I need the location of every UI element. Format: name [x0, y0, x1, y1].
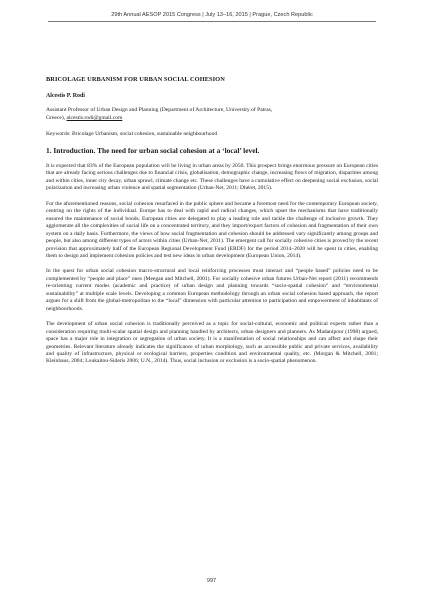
paper-title: BRICOLAGE URBANISM FOR URBAN SOCIAL COHESION: [46, 76, 225, 83]
author-affiliation: [46, 106, 378, 122]
running-header: 29th Annual AESOP 2015 Congress | July 13–16, 2015 | Prague, Czech Republic: [48, 12, 376, 22]
section-heading: 1. Introduction. The need for urban social cohesion at a ‘local’ level.: [46, 146, 260, 155]
author-name: Alcestis P. Rodi: [46, 93, 85, 99]
paragraph: The development of urban social cohesion is traditionally perceived as a topic for social-cultural, economic and political experts rather than a consideration requiring multi-scalar spatial design and planning handled by architects, urban designers and planners. As Madanipour (1998) argued, space has a major role in integration or segregation of urban society. It is a manifestation of social relationships and can affect and shape their geometries. Relevant literature already indicates the significance of urban morphology, such as accessible public and private services, availability and quality of infrastructure, physical or ecological barriers, properties condition and environmental quality, etc. (Morgan & Mitchell, 2001; Kleinhaus, 2004; Loukaitou-Sideris 2006; U.N., 2014). Thus, social inclusion or exclusion is a socio-spatial phenomenon.: [46, 321, 378, 365]
affiliation-line-2: Greece),: [46, 115, 67, 121]
keywords: Keywords: Bricolage Urbanism, social cohesion, sustainable neighbourhood: [46, 131, 218, 137]
paragraph: For the aforementioned reasons, social cohesion resurfaced in the public sphere and became a foremost need for the contemporary European society, centring on the rights of the individual. Europe has to deal with rapid and radical changes, which upset the mechanisms that have traditionally ensured the maintenance of social bonds. European cities are delegated to play a leading role and tackle the challenge of inclusive growth. They agglomerate all the complexities of social life on a concentrated territory, and they import/export factors of cohesion and fragmentation of their own system on a daily basis. Furthermore, the views of how social fragmentation and cohesion should be addressed vary significantly among groups and people, but also among different types of actors within cities (Urban-Net, 2011). The emergent call for socially cohesive cities is proved by the recent provision that approximately half of the European Regional Development Fund (ERDF) for the period 2014–2020 will be spent in cities, enabling them to design and implement cohesion policies and test new ideas in urban development (European Union, 2014).: [46, 200, 378, 259]
paragraph: In the quest for urban social cohesion macro-structural and local reinforcing processes must interact and “people based” policies need to be complemented by “people and place” ones (Meegan and Mitchell, 2001). For socially cohesive urban futures Urban-Net report (2011) recommends re-orienting current modes (academic and practice) of urban design and planning towards “socio-spatial cohesion” and “environmental sustainability” at multiple scale levels. Developing a common European methodology through an urban social cohesion based approach, the report argues for a shift from the global-metropolitan to the “local” dimension with particular attention to participation and empowerment of inhabitants of neighbourhoods.: [46, 268, 378, 312]
email-link[interactable]: alcestis.rodi@gmail.com: [66, 115, 123, 121]
paragraph: It is expected that 83% of the European population will be living in urban areas by 2050. This prospect brings enormous pressure on European cities that are already facing serious challenges due to financial crisis, globalisation, demographic change, increasing flows of migration, disparities among and within cities, inner city decay, urban sprawl, climate change etc. These challenges have a cumulative effect on deepening social exclusion, social polarization and increasing urban violence and spatial segmentation (Urban-Net, 2011; Dhéret, 2015).: [46, 163, 378, 192]
page-number: 997: [206, 578, 217, 584]
affiliation-line-1: Assistant Professor of Urban Design and Planning (Department of Architecture, University of Patras,: [46, 107, 273, 113]
